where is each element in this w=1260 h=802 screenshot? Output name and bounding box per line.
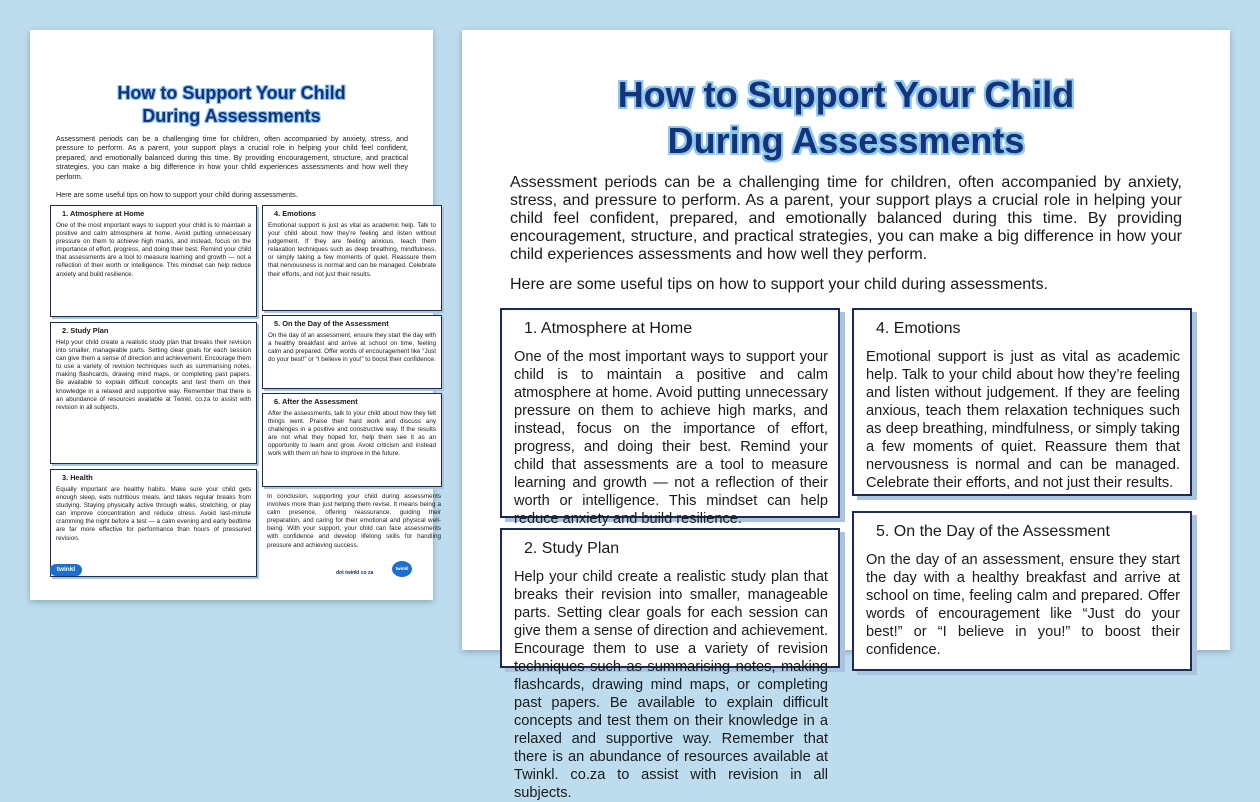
twinkl-badge-icon: twinkl [392,561,412,577]
thumbnail-title: How to Support Your Child During Assessments [117,83,346,126]
section-heading: 1. Atmosphere at Home [524,320,693,337]
section-heading: 5. On the Day of the Assessment [876,523,1110,540]
worksheet-thumbnail-page [30,30,441,600]
page-title: How to Support Your Child During Assessments [617,74,1075,161]
section-study-plan [500,528,840,801]
thumbnail-tips-intro: Here are some useful tips on how to support your child during assessments. [56,190,298,199]
thumbnail-section-assessment-day: 5. On the Day of the Assessment On the day of an assessment, ensure they start the day with a healthy breakfast and arrive at school on time, feeling calm and prepared. Offer words of encouragement like “Just do your best!” or “I believe in you!” to boost their confidence. [262,315,442,389]
thumbnail-section-emotions: 4. Emotions Emotional support is just as vital as academic help. Talk to your child about how they’re feeling and listen without judgement. If they are feeling anxious, teach them relaxation techniques such as deep breathing, mindfulness, or simply taking a few moments of quiet. Reassure them that nervousness is normal and can be managed. Celebrate their efforts, and not just their results. [262,205,442,311]
section-heading: 2. Study Plan [524,540,620,557]
tips-intro: Here are some useful tips on how to support your child during assessments. [510,276,1049,293]
thumbnail-intro: Assessment periods can be a challenging time for children, often accompanied by anxiety, stress, and pressure to perform. As a parent, your support plays a crucial role in helping your child feel confident, prepared, and emotionally balanced during this time. By providing encouragement, structure, and practical strategies, you can make a big difference in how your child experiences assessments and how well they perform. [56,134,408,181]
footer-url: dot twinkl co za [336,570,374,576]
section-emotions [852,308,1192,496]
twinkl-logo: twinkl [50,564,82,576]
intro-paragraph: Assessment periods can be a challenging time for children, often accompanied by anxiety, stress, and pressure to perform. As a parent, your support plays a crucial role in helping your child feel confident, prepared, and emotionally balanced during this time. By providing encouragement, structure, and practical strategies, you can make a big difference in how your child experiences assessments and how well they perform. [510,174,1182,263]
thumbnail-section-after-assessment: 6. After the Assessment After the assessments, talk to your child about how they felt things went. Praise their hard work and discuss any challenges in a positive and constructive way. If the results are not what they hoped for, help them see it as an opportunity to learn and grow. Avoid criticism and instead work with them on how to improve in the future. [262,393,442,487]
thumbnail-conclusion: In conclusion, supporting your child during assessments involves more than just helping them revise. It means being a calm presence, offering reassurance, guiding their preparation, and caring for their emotional and physical well-being. With your support, your child can face assessments with confidence and develop lifelong skills for handling pressure and achieving success. [267,493,441,549]
thumbnail-section-atmosphere: 1. Atmosphere at Home One of the most important ways to support your child is to maintain a positive and calm atmosphere at home. Avoid putting unnecessary pressure on them to achieve high marks, and instead, focus on the importance of effort, progress, and doing their best. Remind your child that assessments are a tool to measure learning and growth — not a reflection of their worth or intelligence. This mindset can help reduce anxiety and build resilience. [50,205,257,317]
section-heading: 4. Emotions [876,320,961,337]
thumbnail-section-study-plan: 2. Study Plan Help your child create a realistic study plan that breaks their revision into smaller, manageable parts. Setting clear goals for each session can give them a sense of direction and achievement. Encourage them to use a variety of revision techniques such as summarising notes, making flashcards, drawing mind maps, or completing past papers. Be available to explain difficult concepts and test them on their knowledge in a relaxed and supportive way. Remember that there is an abundance of resources available at Twinkl. co.za to assist with revision in all subjects. [50,322,257,464]
section-body: One of the most important ways to support your child is to maintain a positive and calm atmosphere at home. Avoid putting unnecessary pressure on them to achieve high marks, and instead, focus on the importance of effort, progress, and doing their best. Remind your child that assessments are a tool to measure learning and growth — not a reflection of their worth or intelligence. This mindset can help reduce anxiety and build resilience. [514,349,828,527]
section-atmosphere-at-home [500,308,840,527]
section-body: Help your child create a realistic study plan that breaks their revision into smaller, manageable parts. Setting clear goals for each session can give them a sense of direction and achievement. Encourage them to use a variety of revision techniques such as summarising notes, making flashcards, drawing mind maps, or completing past papers. Be available to explain difficult concepts and test them on their knowledge in a relaxed and supportive way. Remember that there is an abundance of resources available at Twinkl. co.za to assist with revision in all subjects. [514,569,828,801]
thumbnail-section-health: 3. Health Equally important are healthy habits. Make sure your child gets enough sleep, eats nutritious meals, and takes regular breaks from studying. Staying physically active through walks, stretching, or play can improve concentration and reduce stress. Avoid last-minute cramming the night before a test — a calm evening and early bedtime are far more effective for performance than hours of pressured revision. [50,469,257,577]
worksheet-zoomed-page [462,30,1230,801]
section-body: On the day of an assessment, ensure they start the day with a healthy breakfast and arrive at school on time, feeling calm and prepared. Offer words of encouragement like “Just do your best!” or “I believe in you!” to boost their confidence. [866,552,1180,658]
section-body: Emotional support is just as vital as academic help. Talk to your child about how they’re feeling and listen without judgement. If they are feeling anxious, teach them relaxation techniques such as deep breathing, mindfulness, or simply taking a few moments of quiet. Reassure them that nervousness is normal and can be managed. Celebrate their efforts, and not just their results. [866,349,1180,491]
section-day-of-assessment [852,511,1192,671]
